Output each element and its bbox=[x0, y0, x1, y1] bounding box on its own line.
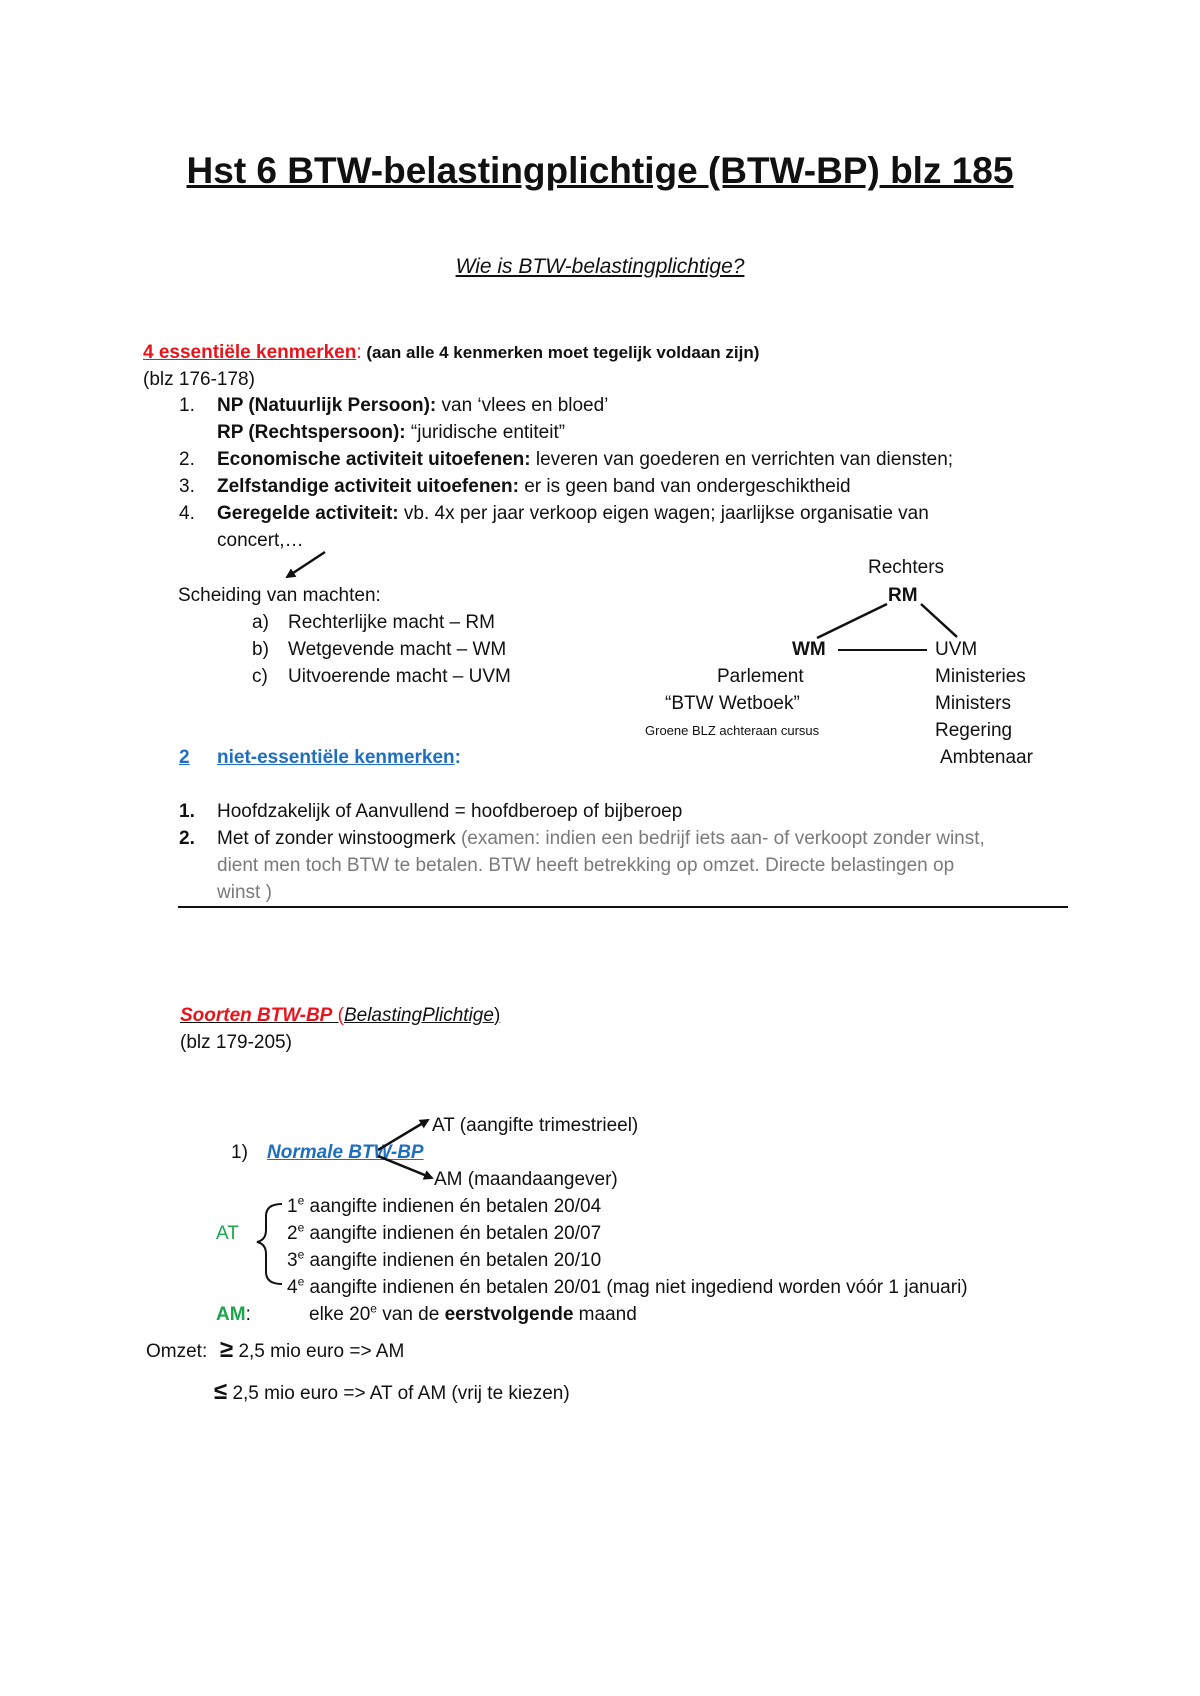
ge-text: 2,5 mio euro => AM bbox=[233, 1341, 405, 1362]
essential-heading-colon: : bbox=[356, 342, 362, 363]
am-label: AM bbox=[216, 1304, 246, 1325]
item-text: Hoofdzakelijk of Aanvullend = hoofdberoep of bijberoep bbox=[217, 801, 683, 822]
item-bold: Economische activiteit uitoefenen: bbox=[217, 449, 531, 470]
item-text: “juridische entiteit” bbox=[405, 422, 566, 443]
am-post: maand bbox=[573, 1304, 637, 1325]
nonessential-note-continuation: dient men toch BTW te betalen. BTW heeft betrekking op omzet. Directe belastingen op bbox=[217, 855, 955, 876]
item-number: 1. bbox=[179, 801, 195, 822]
ge-symbol: ≥ bbox=[220, 1336, 234, 1363]
am-sup: e bbox=[370, 1301, 377, 1316]
diagram-right-line: Ministeries bbox=[935, 666, 1026, 687]
am-mid: van de bbox=[376, 1304, 445, 1325]
am-pre: elke 20 bbox=[309, 1304, 371, 1325]
at-text: aangifte indienen én betalen 20/01 (mag niet ingediend worden vóór 1 januari) bbox=[304, 1277, 968, 1298]
powers-text: Rechterlijke macht – RM bbox=[288, 612, 495, 633]
item-bold: Zelfstandige activiteit uitoefenen: bbox=[217, 476, 519, 497]
normale-at-branch: AT (aangifte trimestrieel) bbox=[432, 1115, 639, 1136]
at-ordinal-sup: e bbox=[297, 1274, 305, 1289]
diagram-right-line: Regering bbox=[935, 720, 1013, 741]
le-text: 2,5 mio euro => AT of AM (vrij te kiezen) bbox=[227, 1383, 570, 1404]
at-ordinal-sup: e bbox=[297, 1247, 305, 1262]
diagram-uvm: UVM bbox=[935, 639, 978, 660]
powers-letter: a) bbox=[252, 612, 269, 633]
page-subtitle: Wie is BTW-belastingplichtige? bbox=[455, 255, 745, 278]
at-brace bbox=[257, 1204, 282, 1284]
essential-item-continuation: concert,… bbox=[217, 530, 304, 551]
item-bold: Geregelde activiteit: bbox=[217, 503, 399, 524]
essential-heading: 4 essentiële kenmerken bbox=[143, 342, 357, 363]
at-ordinal-sup: e bbox=[297, 1220, 305, 1235]
item-number: 4. bbox=[179, 503, 195, 524]
powers-letter: b) bbox=[252, 639, 269, 660]
at-text: aangifte indienen én betalen 20/04 bbox=[304, 1196, 602, 1217]
item-text: vb. 4x per jaar verkoop eigen wagen; jaarlijkse organisatie van bbox=[398, 503, 929, 524]
diagram-left-line: “BTW Wetboek” bbox=[665, 693, 800, 714]
at-text: aangifte indienen én betalen 20/10 bbox=[304, 1250, 602, 1271]
soorten-pages: (blz 179-205) bbox=[180, 1032, 292, 1053]
normale-number: 1) bbox=[231, 1142, 248, 1163]
soorten-paren-close: ) bbox=[493, 1005, 501, 1026]
diagram-right-line: Ambtenaar bbox=[940, 747, 1033, 768]
item-note: (examen: indien een bedrijf iets aan- of verkoopt zonder winst, bbox=[455, 828, 985, 849]
soorten-paren-open: ( bbox=[332, 1005, 344, 1026]
rm-uvm-line bbox=[921, 604, 957, 637]
at-ordinal: 4 bbox=[287, 1277, 298, 1298]
item-text: er is geen band van ondergeschiktheid bbox=[518, 476, 851, 497]
normale-am-branch: AM (maandaangever) bbox=[434, 1169, 618, 1190]
at-branch-arrow bbox=[378, 1120, 428, 1150]
am-branch-arrow bbox=[378, 1156, 432, 1178]
nonessential-number: 2 bbox=[179, 747, 190, 768]
item-text: van ‘vlees en bloed’ bbox=[436, 395, 609, 416]
le-symbol: ≤ bbox=[214, 1378, 228, 1405]
page-title: Hst 6 BTW-belastingplichtige (BTW-BP) blz 185 bbox=[186, 150, 1014, 191]
diagram-rm: RM bbox=[888, 585, 918, 606]
omzet-label: Omzet: bbox=[146, 1341, 208, 1362]
item-number: 2. bbox=[179, 828, 195, 849]
at-ordinal: 2 bbox=[287, 1223, 298, 1244]
nonessential-colon: : bbox=[454, 747, 461, 768]
item-number: 3. bbox=[179, 476, 195, 497]
powers-text: Uitvoerende macht – UVM bbox=[288, 666, 511, 687]
diagram-wm: WM bbox=[792, 639, 826, 660]
rm-wm-line bbox=[817, 604, 887, 638]
powers-letter: c) bbox=[252, 666, 268, 687]
powers-text: Wetgevende macht – WM bbox=[288, 639, 507, 660]
diagram-left-line: Parlement bbox=[717, 666, 804, 687]
item-text: leveren van goederen en verrichten van diensten; bbox=[530, 449, 954, 470]
at-label: AT bbox=[216, 1223, 239, 1244]
normale-label: Normale BTW-BP bbox=[267, 1142, 424, 1163]
powers-heading: Scheiding van machten: bbox=[178, 585, 381, 606]
item-bold: RP (Rechtspersoon): bbox=[217, 422, 406, 443]
diagram-rechters: Rechters bbox=[868, 557, 945, 578]
at-ordinal-sup: e bbox=[297, 1193, 305, 1208]
essential-note: (aan alle 4 kenmerken moet tegelijk voldaan zijn) bbox=[361, 343, 760, 362]
essential-pages: (blz 176-178) bbox=[143, 369, 255, 390]
nonessential-heading: niet-essentiële kenmerken bbox=[217, 747, 455, 768]
diagram-left-line: Groene BLZ achteraan cursus bbox=[645, 723, 820, 738]
item-number: 1. bbox=[179, 395, 195, 416]
item-text: Met of zonder winstoogmerk bbox=[217, 828, 456, 849]
am-bold: eerstvolgende bbox=[444, 1304, 574, 1325]
item-bold: NP (Natuurlijk Persoon): bbox=[217, 395, 437, 416]
nonessential-note-continuation: winst ) bbox=[217, 882, 272, 903]
soorten-heading: Soorten BTW-BP bbox=[180, 1005, 333, 1026]
pointer-arrow bbox=[287, 552, 325, 577]
at-text: aangifte indienen én betalen 20/07 bbox=[304, 1223, 602, 1244]
at-ordinal: 1 bbox=[287, 1196, 298, 1217]
am-colon: : bbox=[245, 1304, 251, 1325]
soorten-italic: BelastingPlichtige bbox=[343, 1005, 494, 1026]
diagram-right-line: Ministers bbox=[935, 693, 1012, 714]
item-number: 2. bbox=[179, 449, 195, 470]
at-ordinal: 3 bbox=[287, 1250, 298, 1271]
